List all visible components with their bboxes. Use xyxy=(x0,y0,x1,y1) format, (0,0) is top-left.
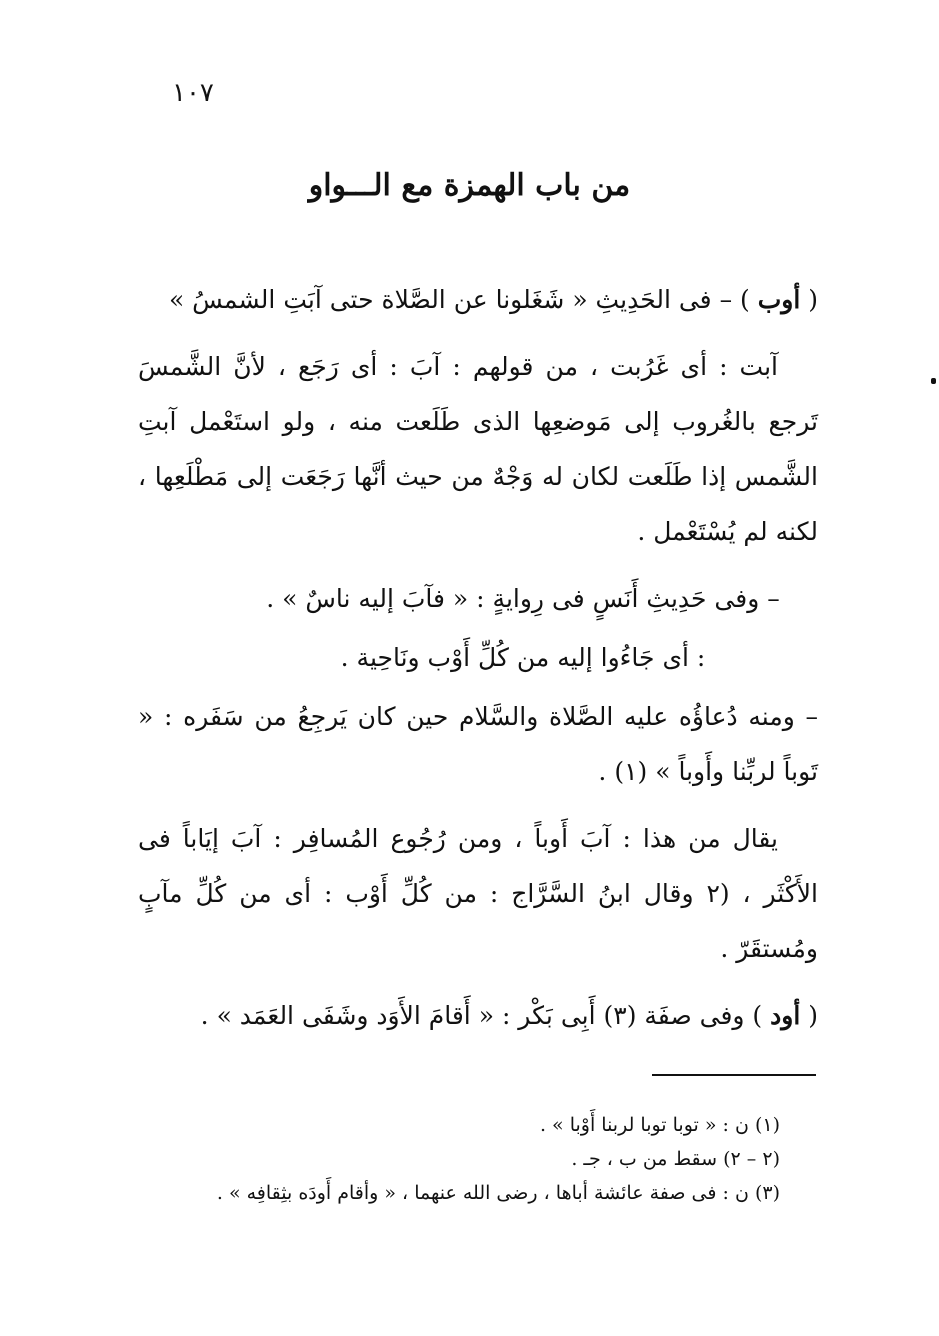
supplication-paragraph: – ومنه دُعاؤُه عليه الصَّلاة والسَّلام حين كان يَرجِعُ من سَفَره : « تَوباً لربِّنا وأَوباً » (١) . xyxy=(138,702,818,786)
explanation-paragraph: آبت : أى غَرُبت ، من قولهم : آبَ : أى رَجَع ، لأنَّ الشَّمسَ تَرجع بالغُروب إلى مَوضعِها الذى طَلَعت منه ، ولو استَعْمل آبتِ الشَّمس إذا طَلَعت لكان له وَجْهٌ من حيث أنَّها رَجَعَت إلى مَطْلَعِها ، لكنه لم يُسْتَعْمل . xyxy=(138,352,818,546)
footnote-3: (٣) ن : فى صفة عائشة أباها ، رضى الله عنهما ، « وأقام أَودَه بثِقافِه » . xyxy=(216,1182,780,1204)
margin-dot xyxy=(931,378,936,384)
entry-awd xyxy=(138,988,818,1043)
section-heading: من باب الهمزة مع الـــواو xyxy=(308,168,631,203)
footnote-divider xyxy=(652,1074,816,1076)
page-number: ١٠٧ xyxy=(172,78,214,108)
bracket-open: ( xyxy=(800,1001,818,1030)
entry-awb-text: ) – فى الحَدِيثِ « شَغَلونا عن الصَّلاة حتى آبَتِ الشمسُ » xyxy=(168,285,758,314)
headword-awb: أوب xyxy=(757,285,801,314)
entry-awd-text: ) وفى صفَة (٣) أَبِى بَكْر : « أَقامَ الأَوَد وشَفَى العَمَد » . xyxy=(200,1001,771,1030)
footnote-1: (١) ن : « توبا توبا لربنا أَوْبا » . xyxy=(539,1114,780,1136)
headword-awd: أود xyxy=(770,1001,801,1030)
footnote-2: (٢ – ٢) سقط من ب ، جـ . xyxy=(571,1148,780,1170)
footnotes xyxy=(160,1108,780,1210)
bracket-open: ( xyxy=(800,285,818,314)
entry-awb-hadith xyxy=(138,272,818,327)
anas-explanation: : أى جَاءُوا إليه من كُلِّ أَوْب ونَاحِية . xyxy=(340,643,706,672)
usage-paragraph: يقال من هذا : آبَ أَوباً ، ومن رُجُوع المُسافِر : آبَ إيَاباً فى الأَكْثَر ، (٢ وقال ابنُ السَّرَّاج : من كُلِّ أَوْب : أى من كُلِّ مآبٍ ومُستقَرّ . xyxy=(138,824,818,963)
entry-body xyxy=(138,272,818,1055)
anas-hadith: – وفى حَدِيثِ أَنَسٍ فى رِوايةٍ : « فآبَ إليه ناسٌ » . xyxy=(266,584,780,613)
